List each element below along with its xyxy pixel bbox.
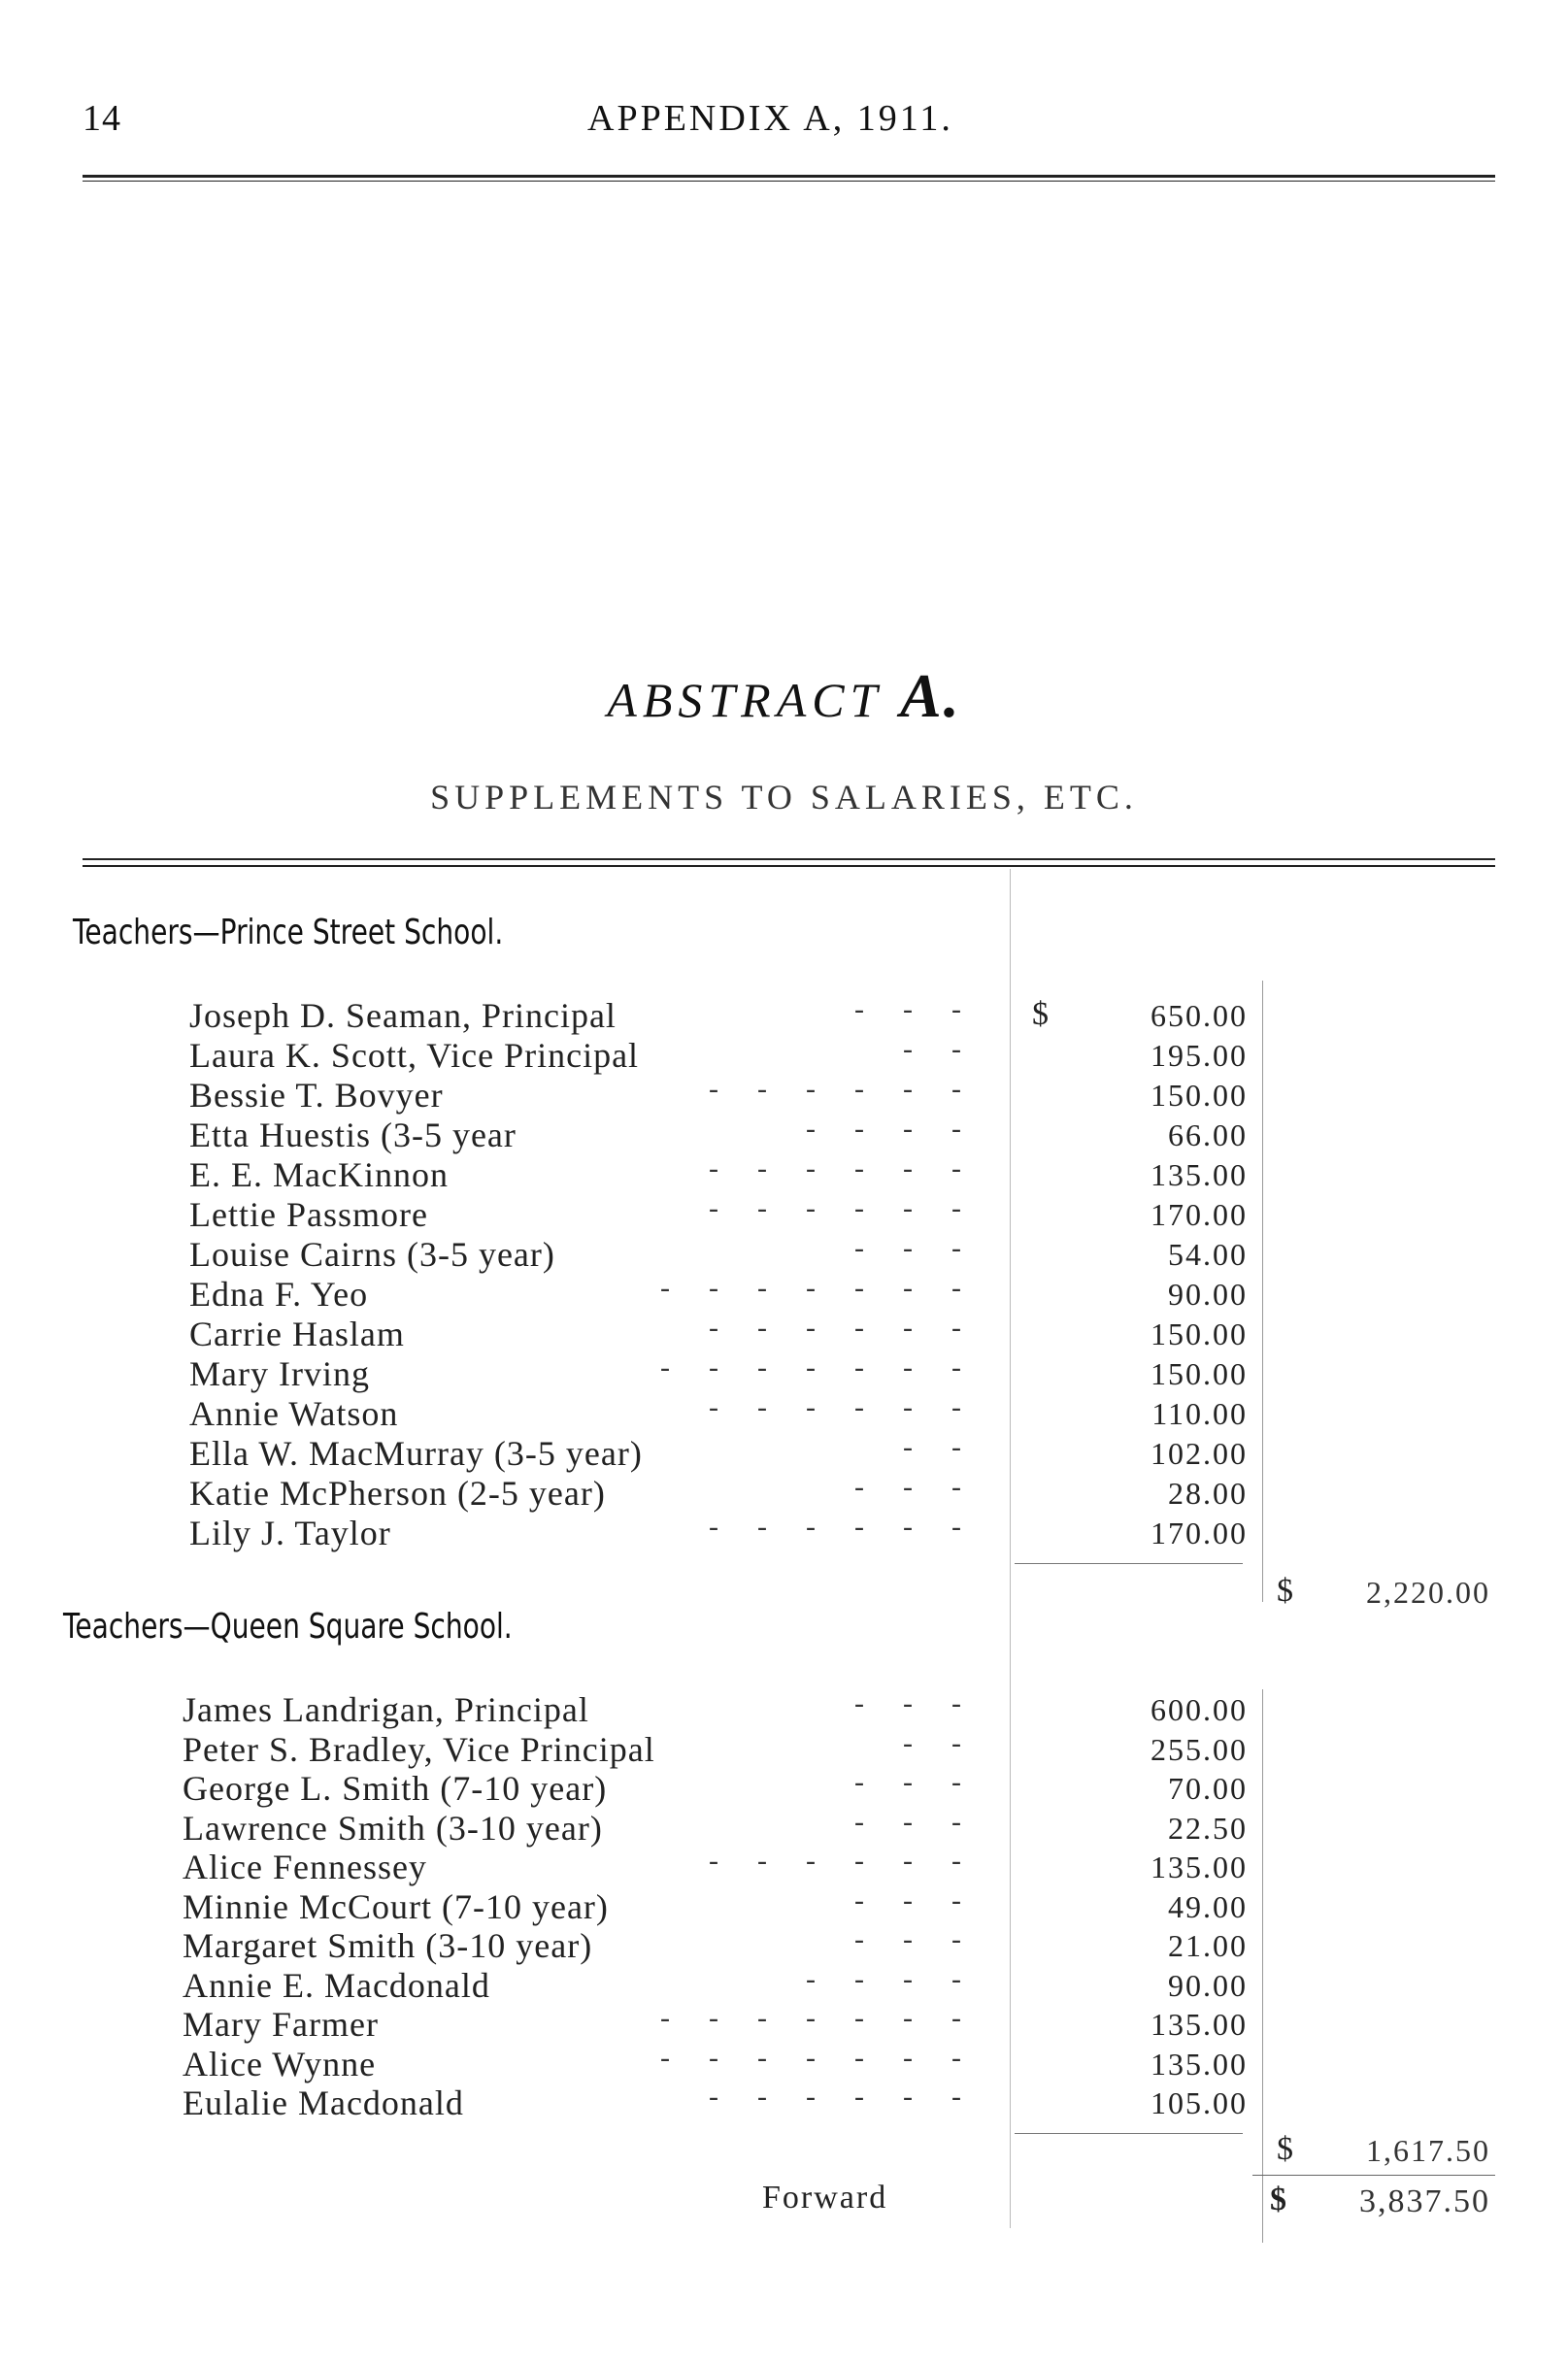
salary-supplement-amount: 105.00: [1151, 2085, 1248, 2120]
teacher-name: Alice Fennessey: [183, 1848, 427, 1886]
leader-dash: -: [709, 1511, 718, 1543]
salary-supplement-amount: 150.00: [1151, 1078, 1248, 1113]
leader-dash: -: [903, 1845, 913, 1877]
leader-dash: -: [709, 1192, 718, 1224]
leader-dash: -: [757, 1351, 767, 1383]
leader-dash: -: [903, 1806, 913, 1838]
salary-supplement-amount: 135.00: [1151, 2007, 1248, 2042]
teacher-name: Lawrence Smith (3-10 year): [183, 1809, 603, 1848]
leader-dash: -: [951, 1845, 961, 1877]
leader-dash: -: [854, 1806, 864, 1838]
leader-dash: -: [806, 1351, 816, 1383]
teacher-name: Ella W. MacMurray (3-5 year): [189, 1434, 643, 1473]
leader-dash: -: [854, 1351, 864, 1383]
leader-dash: -: [854, 2081, 864, 2113]
leader-dash: -: [903, 1687, 913, 1719]
teacher-name: Katie McPherson (2-5 year): [189, 1474, 606, 1513]
leader-dash: -: [951, 1806, 961, 1838]
teacher-name: Eulalie Macdonald: [183, 2083, 464, 2122]
leader-dash: -: [660, 2002, 670, 2034]
leader-dash: -: [660, 1351, 670, 1383]
teacher-name: Laura K. Scott, Vice Principal: [189, 1036, 640, 1075]
teacher-name: Louise Cairns (3-5 year): [189, 1235, 555, 1274]
teacher-name: Minnie McCourt (7-10 year): [183, 1887, 609, 1926]
leader-dash: -: [806, 1312, 816, 1344]
leader-dash: -: [951, 1351, 961, 1383]
leader-dash: -: [903, 1152, 913, 1184]
leader-dash: -: [709, 1152, 718, 1184]
teacher-name: E. E. MacKinnon: [189, 1155, 449, 1194]
teacher-name: Lily J. Taylor: [189, 1514, 391, 1552]
leader-dash: -: [903, 2042, 913, 2074]
leader-dash: -: [806, 2042, 816, 2074]
column-rule-left: [1010, 869, 1011, 2228]
header-rule: [83, 175, 1495, 178]
salary-supplement-amount: 170.00: [1151, 1197, 1248, 1232]
section-heading: Teachers—Prince Street School.: [73, 913, 504, 952]
page-number: 14: [83, 98, 121, 139]
leader-dash: -: [806, 1272, 816, 1304]
leader-dash: -: [951, 1511, 961, 1543]
leader-dash: -: [854, 2042, 864, 2074]
teacher-name: Etta Huestis (3-5 year: [189, 1116, 517, 1154]
salary-supplement-amount: 21.00: [1168, 1928, 1248, 1963]
leader-dash: -: [854, 993, 864, 1025]
leader-dash: -: [709, 1391, 718, 1423]
salary-supplement-amount: 255.00: [1151, 1732, 1248, 1767]
table-top-rule: [83, 858, 1495, 860]
salary-supplement-amount: 90.00: [1168, 1968, 1248, 2003]
leader-dash: -: [854, 1312, 864, 1344]
header-rule-thin: [83, 181, 1495, 182]
salary-supplement-amount: 110.00: [1151, 1396, 1248, 1431]
leader-dash: -: [903, 1511, 913, 1543]
leader-dash: -: [757, 2042, 767, 2074]
leader-dash: -: [903, 1351, 913, 1383]
teacher-name: George L. Smith (7-10 year): [183, 1769, 608, 1808]
leader-dash: -: [951, 2002, 961, 2034]
leader-dash: -: [903, 1923, 913, 1955]
leader-dash: -: [951, 2042, 961, 2074]
teacher-name: Mary Farmer: [183, 2005, 379, 2044]
leader-dash: -: [757, 2002, 767, 2034]
section-total-dollar-sign: $: [1277, 2131, 1293, 2167]
salary-supplement-amount: 150.00: [1151, 1316, 1248, 1351]
leader-dash: -: [951, 1766, 961, 1798]
teacher-name: Annie E. Macdonald: [183, 1966, 490, 2005]
teacher-name: Carrie Haslam: [189, 1315, 405, 1353]
subtotal-rule: [1015, 2133, 1243, 2134]
salary-supplement-amount: 102.00: [1151, 1436, 1248, 1471]
leader-dash: -: [903, 1391, 913, 1423]
leader-dash: -: [709, 1272, 718, 1304]
leader-dash: -: [660, 1272, 670, 1304]
salary-supplement-amount: 135.00: [1151, 2047, 1248, 2082]
salary-supplement-amount: 150.00: [1151, 1356, 1248, 1391]
leader-dash: -: [951, 1727, 961, 1759]
leader-dash: -: [951, 1687, 961, 1719]
teacher-name: James Landrigan, Principal: [183, 1690, 589, 1729]
leader-dash: -: [854, 1687, 864, 1719]
leader-dash: -: [854, 1884, 864, 1916]
leader-dash: -: [903, 1727, 913, 1759]
leader-dash: -: [854, 1192, 864, 1224]
salary-supplement-amount: 54.00: [1168, 1237, 1248, 1272]
leader-dash: -: [709, 2002, 718, 2034]
leader-dash: -: [903, 1033, 913, 1065]
salary-supplement-amount: 600.00: [1151, 1692, 1248, 1727]
teacher-name: Margaret Smith (3-10 year): [183, 1926, 593, 1965]
leader-dash: -: [951, 993, 961, 1025]
teacher-name: Lettie Passmore: [189, 1195, 428, 1234]
leader-dash: -: [903, 1192, 913, 1224]
leader-dash: -: [757, 1192, 767, 1224]
leader-dash: -: [806, 2002, 816, 2034]
leader-dash: -: [951, 1272, 961, 1304]
salary-supplement-amount: 49.00: [1168, 1889, 1248, 1924]
leader-dash: -: [806, 1152, 816, 1184]
leader-dash: -: [951, 1033, 961, 1065]
leader-dash: -: [903, 2002, 913, 2034]
salary-supplement-amount: 135.00: [1151, 1157, 1248, 1192]
abstract-subtitle: SUPPLEMENTS TO SALARIES, ETC.: [430, 778, 1138, 816]
salary-supplement-amount: 195.00: [1151, 1038, 1248, 1073]
leader-dash: -: [660, 2042, 670, 2074]
leader-dash: -: [951, 1192, 961, 1224]
leader-dash: -: [709, 1073, 718, 1105]
leader-dash: -: [903, 1312, 913, 1344]
leader-dash: -: [951, 1312, 961, 1344]
leader-dash: -: [757, 1073, 767, 1105]
leader-dash: -: [757, 1312, 767, 1344]
salary-supplement-amount: 170.00: [1151, 1516, 1248, 1550]
leader-dash: -: [757, 1152, 767, 1184]
leader-dash: -: [854, 2002, 864, 2034]
leader-dash: -: [854, 1232, 864, 1264]
section-total-dollar-sign: $: [1277, 1573, 1293, 1609]
leader-dash: -: [757, 1511, 767, 1543]
teacher-name: Peter S. Bradley, Vice Principal: [183, 1730, 655, 1769]
salary-supplement-amount: 70.00: [1168, 1771, 1248, 1806]
leader-dash: -: [806, 1391, 816, 1423]
forward-label: Forward: [762, 2180, 888, 2216]
leader-dash: -: [709, 1351, 718, 1383]
forward-dollar-sign: $: [1270, 2182, 1286, 2217]
salary-supplement-amount: 135.00: [1151, 1849, 1248, 1884]
leader-dash: -: [757, 1272, 767, 1304]
abstract-title-word: ABSTRACT: [607, 673, 883, 727]
leader-dash: -: [709, 2081, 718, 2113]
leader-dash: -: [709, 1845, 718, 1877]
column-rule-amount-1: [1262, 981, 1263, 1602]
leader-dash: -: [854, 1391, 864, 1423]
salary-supplement-amount: 22.50: [1168, 1811, 1248, 1846]
salary-supplement-amount: 66.00: [1168, 1117, 1248, 1152]
teacher-name: Alice Wynne: [183, 2045, 377, 2083]
leader-dash: -: [951, 1471, 961, 1503]
abstract-title-letter: A.: [900, 661, 961, 730]
leader-dash: -: [903, 1963, 913, 1995]
leader-dash: -: [951, 1113, 961, 1145]
leader-dash: -: [854, 1272, 864, 1304]
leader-dash: -: [709, 1312, 718, 1344]
subtotal-rule: [1015, 1563, 1243, 1564]
teacher-name: Annie Watson: [189, 1394, 399, 1433]
leader-dash: -: [806, 1845, 816, 1877]
section-heading: Teachers—Queen Square School.: [63, 1607, 513, 1647]
salary-supplement-amount: 90.00: [1168, 1277, 1248, 1312]
leader-dash: -: [806, 1192, 816, 1224]
salary-supplement-amount: 650.00: [1151, 998, 1248, 1033]
leader-dash: -: [951, 2081, 961, 2113]
leader-dash: -: [903, 2081, 913, 2113]
leader-dash: -: [903, 1272, 913, 1304]
leader-dash: -: [903, 993, 913, 1025]
section-total: 1,617.50: [1366, 2133, 1490, 2168]
teacher-name: Joseph D. Seaman, Principal: [189, 996, 617, 1035]
leader-dash: -: [903, 1232, 913, 1264]
leader-dash: -: [806, 1511, 816, 1543]
forward-rule: [1252, 2175, 1495, 2176]
teacher-name: Edna F. Yeo: [189, 1275, 369, 1314]
dollar-sign: $: [1032, 996, 1049, 1032]
leader-dash: -: [903, 1113, 913, 1145]
leader-dash: -: [854, 1766, 864, 1798]
leader-dash: -: [903, 1884, 913, 1916]
leader-dash: -: [951, 1073, 961, 1105]
leader-dash: -: [854, 1471, 864, 1503]
leader-dash: -: [951, 1884, 961, 1916]
leader-dash: -: [951, 1963, 961, 1995]
leader-dash: -: [951, 1232, 961, 1264]
leader-dash: -: [854, 1511, 864, 1543]
leader-dash: -: [757, 2081, 767, 2113]
forward-amount: 3,837.50: [1359, 2183, 1490, 2219]
leader-dash: -: [951, 1431, 961, 1463]
leader-dash: -: [757, 1845, 767, 1877]
leader-dash: -: [951, 1391, 961, 1423]
leader-dash: -: [903, 1766, 913, 1798]
leader-dash: -: [806, 1113, 816, 1145]
leader-dash: -: [854, 1073, 864, 1105]
abstract-title: [0, 660, 1568, 732]
salary-supplement-amount: 28.00: [1168, 1476, 1248, 1511]
section-total: 2,220.00: [1366, 1575, 1490, 1610]
leader-dash: -: [854, 1963, 864, 1995]
table-top-rule-2: [83, 865, 1495, 867]
leader-dash: -: [951, 1152, 961, 1184]
leader-dash: -: [806, 1963, 816, 1995]
leader-dash: -: [903, 1471, 913, 1503]
leader-dash: -: [903, 1073, 913, 1105]
leader-dash: -: [854, 1923, 864, 1955]
leader-dash: -: [854, 1113, 864, 1145]
leader-dash: -: [854, 1845, 864, 1877]
leader-dash: -: [709, 2042, 718, 2074]
leader-dash: -: [951, 1923, 961, 1955]
teacher-name: Bessie T. Bovyer: [189, 1076, 444, 1115]
running-title: APPENDIX A, 1911.: [587, 98, 953, 139]
leader-dash: -: [757, 1391, 767, 1423]
teacher-name: Mary Irving: [189, 1354, 370, 1393]
leader-dash: -: [806, 2081, 816, 2113]
leader-dash: -: [903, 1431, 913, 1463]
leader-dash: -: [854, 1152, 864, 1184]
leader-dash: -: [806, 1073, 816, 1105]
